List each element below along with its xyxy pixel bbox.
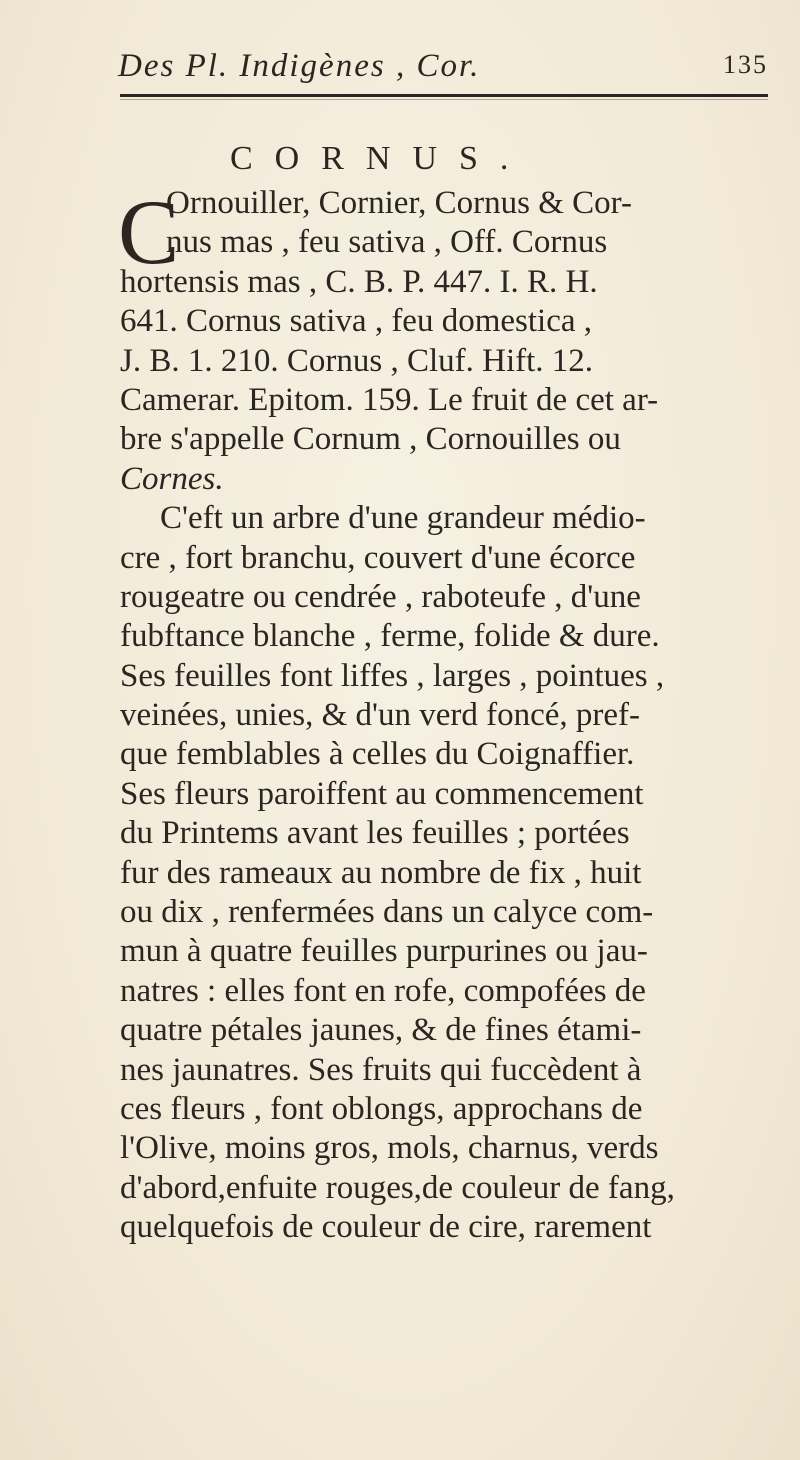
- text-line: du Printems avant les feuilles ; portées: [120, 815, 630, 852]
- text-line: Cornes.: [120, 460, 224, 497]
- text-line: cre , fort branchu, couvert d'une écorce: [120, 539, 636, 576]
- section-heading: CORNUS.: [230, 140, 531, 177]
- text-line: l'Olive, moins gros, mols, charnus, verds: [120, 1130, 659, 1167]
- text-line: nus mas , feu sativa , Off. Cornus: [166, 224, 608, 261]
- header-rule: [120, 94, 768, 97]
- text-line: C'eft un arbre d'une grandeur médio-: [160, 500, 646, 537]
- running-head: [118, 48, 768, 98]
- text-line: rougeatre ou cendrée , raboteufe , d'une: [120, 578, 641, 615]
- paragraph-2: [120, 499, 770, 1247]
- text-line: J. B. 1. 210. Cornus , Cluf. Hift. 12.: [120, 342, 594, 379]
- drop-cap: C: [118, 181, 180, 283]
- text-line: d'abord,enfuite rouges,de couleur de fang,: [120, 1169, 675, 1206]
- text-line: veinées, unies, & d'un verd foncé, pref-: [120, 697, 641, 734]
- text-line: Ses fleurs paroiffent au commencement: [120, 775, 644, 812]
- text-line: fur des rameaux au nombre de fix , huit: [120, 854, 642, 891]
- text-line: bre s'appelle Cornum , Cornouilles ou: [120, 421, 621, 458]
- text-line: hortensis mas , C. B. P. 447. I. R. H.: [120, 263, 598, 300]
- text-line: ces fleurs , font oblongs, approchans de: [120, 1090, 643, 1127]
- paragraph-1: [118, 181, 770, 499]
- text-line: Camerar. Epitom. 159. Le fruit de cet ar-: [120, 381, 659, 418]
- text-line: fubftance blanche , ferme, folide & dure.: [120, 618, 660, 655]
- text-line: quatre pétales jaunes, & de fines étami-: [120, 1012, 642, 1049]
- header-rule-thin: [120, 99, 768, 100]
- text-line: que femblables à celles du Coignaffier.: [120, 736, 635, 773]
- text-line: mun à quatre feuilles purpurines ou jau-: [120, 933, 648, 970]
- text-line: natres : elles font en rofe, compofées de: [120, 972, 646, 1009]
- text-line: 641. Cornus sativa , feu domestica ,: [120, 303, 592, 340]
- text-line: Ornouiller, Cornier, Cornus & Cor-: [166, 185, 632, 221]
- running-head-title: Des Pl. Indigènes , Cor.: [118, 48, 481, 84]
- text-line: Ses feuilles font liffes , larges , pointues ,: [120, 657, 665, 694]
- text-line: quelquefois de couleur de cire, rarement: [120, 1209, 652, 1246]
- body-text: [118, 181, 770, 1248]
- page-number: 135: [723, 50, 768, 79]
- text-line: ou dix , renfermées dans un calyce com-: [120, 894, 654, 931]
- text-line: nes jaunatres. Ses fruits qui fuccèdent à: [120, 1051, 642, 1088]
